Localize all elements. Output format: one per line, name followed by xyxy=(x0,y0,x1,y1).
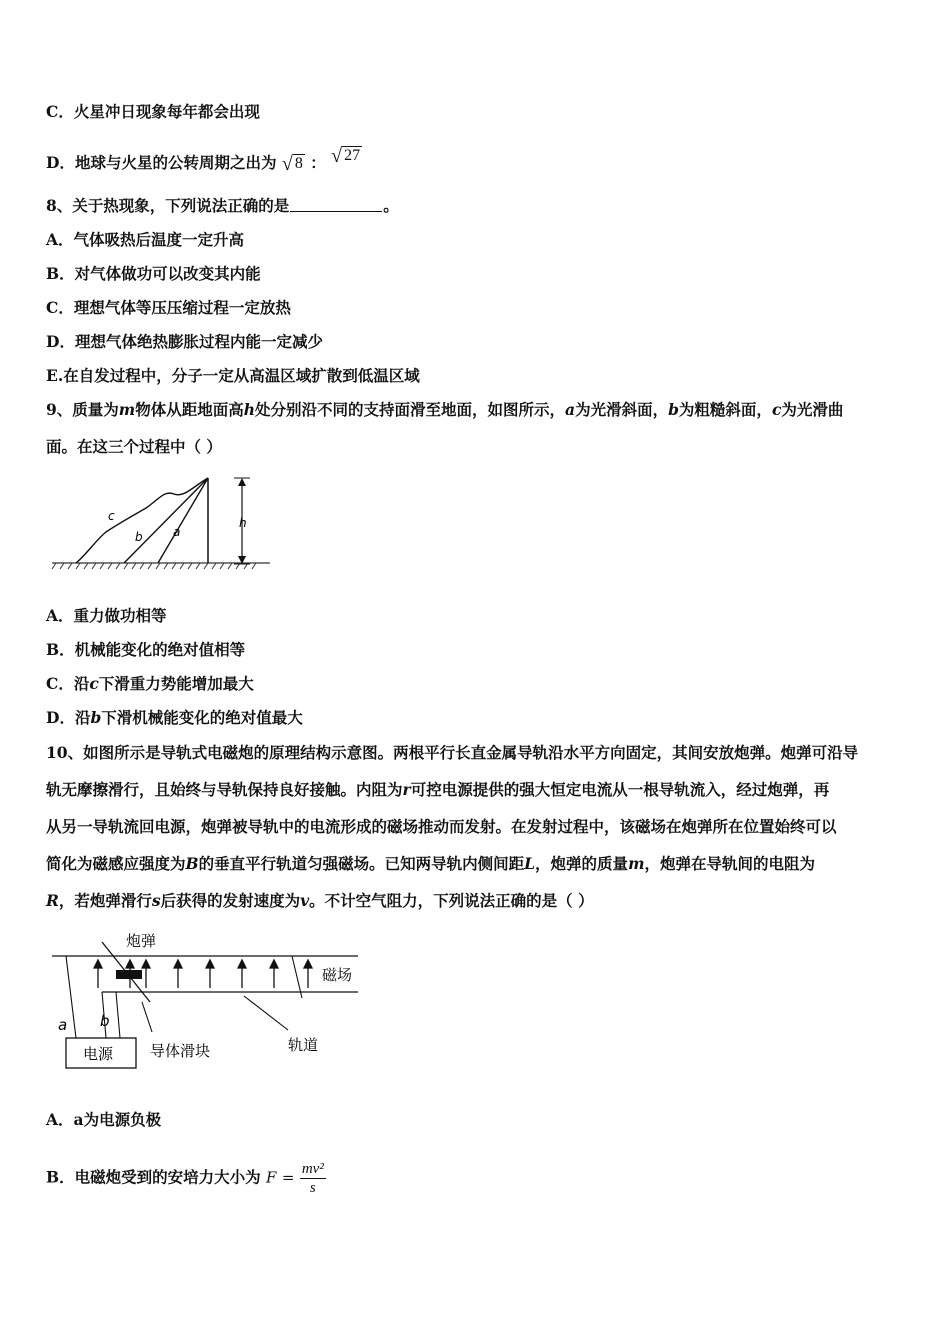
q10-option-b xyxy=(46,1160,326,1197)
label-a: a xyxy=(58,1016,68,1034)
label-shell: 炮弹 xyxy=(126,932,157,950)
q10-stem-line3: 从另一导轨流回电源，炮弹被导轨中的电流形成的磁场推动而发射。在发射过程中，该磁场在炮弹所在位置始终可以 xyxy=(46,817,837,836)
q10-figure xyxy=(46,926,376,1074)
label-h: h xyxy=(239,516,247,530)
q9-option-b: B．机械能变化的绝对值相等 xyxy=(46,640,246,659)
label-slider: 导体滑块 xyxy=(150,1042,211,1060)
label-b: b xyxy=(135,530,143,544)
q8-option-e: E.在自发过程中，分子一定从高温区域扩散到低温区域 xyxy=(46,366,420,385)
q10-stem-line2: 轨无摩擦滑行，且始终与导轨保持良好接触。内阻为r可控电源提供的强大恒定电流从一根导轨流入，经过炮弹，再 xyxy=(46,780,830,799)
q8-stem xyxy=(46,196,399,216)
q8-option-d: D．理想气体绝热膨胀过程内能一定减少 xyxy=(46,332,323,351)
shell-pointer xyxy=(102,942,150,1002)
track-pointer xyxy=(244,996,288,1030)
label-power: 电源 xyxy=(83,1045,114,1063)
formula-F: F xyxy=(266,1168,277,1187)
q10-option-b-text: B．电磁炮受到的安培力大小为 xyxy=(46,1167,261,1187)
q10-stem-line5: R，若炮弹滑行s后获得的发射速度为v。不计空气阻力，下列说法正确的是（ ） xyxy=(46,891,594,910)
label-a: a xyxy=(173,525,181,539)
slider-pointer xyxy=(142,1002,152,1032)
sqrt-27: √ 27 xyxy=(331,145,361,167)
ratio-separator: ： xyxy=(310,153,326,172)
label-c: c xyxy=(108,509,115,523)
wire-a xyxy=(66,956,76,1038)
label-field: 磁场 xyxy=(322,966,353,984)
q9-option-d: D．沿b下滑机械能变化的绝对值最大 xyxy=(46,708,303,727)
q9-stem-line2: 面。在这三个过程中（ ） xyxy=(46,437,222,456)
curve-c xyxy=(76,478,208,563)
q8-option-a: A．气体吸热后温度一定升高 xyxy=(46,230,245,249)
q10-option-a: A．a为电源负极 xyxy=(46,1110,162,1129)
answer-blank xyxy=(290,197,382,212)
wire-b-2 xyxy=(116,992,120,1038)
label-b: b xyxy=(100,1012,110,1030)
q8-option-b: B．对气体做功可以改变其内能 xyxy=(46,264,261,283)
q7-option-d-text: D．地球与火星的公转周期之出为 xyxy=(46,153,277,172)
q10-stem-line4: 简化为磁感应强度为B的垂直平行轨道匀强磁场。已知两导轨内侧间距L，炮弹的质量m，炮弹在导轨间的电阻为 xyxy=(46,854,815,873)
label-track: 轨道 xyxy=(288,1036,319,1054)
formula-fraction: $\frac{\text{mv²}}{s}$ xyxy=(301,1161,324,1196)
q9-stem-line1: 9、质量为m物体从距地面高h处分别沿不同的支持面滑至地面，如图所示，a为光滑斜面，b为粗糙斜面，c为光滑曲 xyxy=(46,400,844,419)
q7-option-d xyxy=(46,146,362,174)
q10-stem-line1: 10、如图所示是导轨式电磁炮的原理结构示意图。两根平行长直金属导轨沿水平方向固定，其间安放炮弹。炮弹可沿导 xyxy=(46,743,859,762)
formula-eq: = xyxy=(281,1168,295,1187)
q9-figure xyxy=(46,470,276,580)
q8-stem-text: 8、关于热现象，下列说法正确的是 xyxy=(46,196,290,215)
sqrt-8: √ 8 xyxy=(281,153,303,175)
q8-stem-end: 。 xyxy=(383,196,399,215)
q7-option-c: C．火星冲日现象每年都会出现 xyxy=(46,102,260,121)
shell-block xyxy=(116,970,142,979)
q9-option-a: A．重力做功相等 xyxy=(46,606,167,625)
q9-option-c: C．沿c下滑重力势能增加最大 xyxy=(46,674,254,693)
q8-option-c: C．理想气体等压压缩过程一定放热 xyxy=(46,298,291,317)
